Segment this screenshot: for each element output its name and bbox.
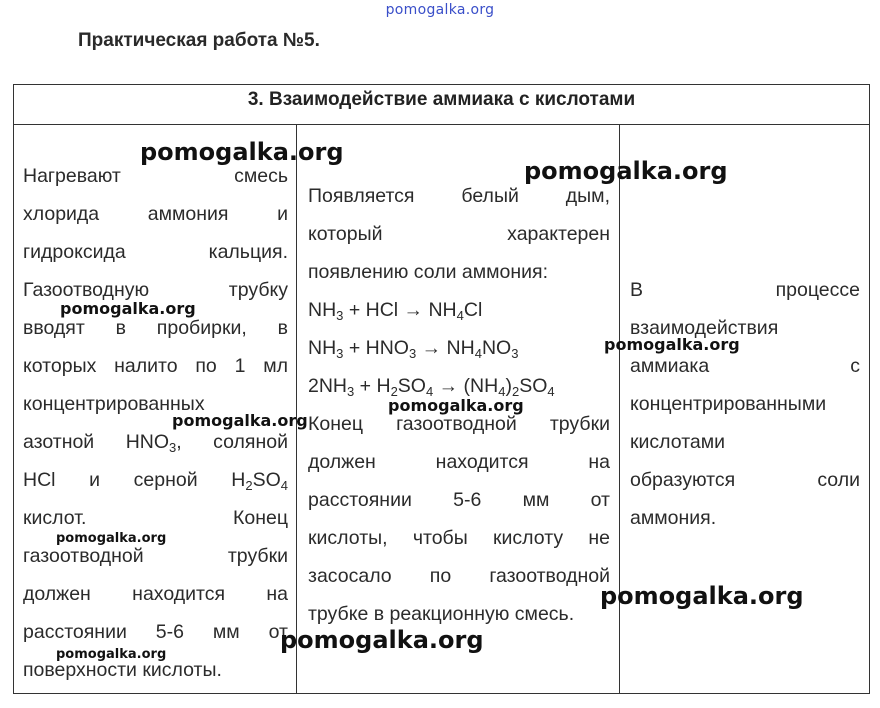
- conclusion-line: аммиака с: [630, 355, 860, 377]
- watermark: pomogalka.org: [172, 411, 308, 430]
- table-heading: 3. Взаимодействие аммиака с кислотами: [14, 85, 869, 125]
- procedure-line: расстоянии 5-6 мм от: [23, 621, 288, 643]
- watermark: pomogalka.org: [56, 647, 167, 662]
- procedure-line: концентрированных: [23, 393, 205, 415]
- procedure-line: гидроксида кальция.: [23, 241, 288, 263]
- conclusion-line: концентрированными: [630, 393, 827, 415]
- observation-line: засосало по газоотводной: [308, 565, 610, 587]
- conclusion-line: образуются соли: [630, 469, 860, 491]
- watermark: pomogalka.org: [60, 299, 196, 318]
- watermark: pomogalka.org: [56, 531, 167, 546]
- procedure-line: поверхности кислоты.: [23, 659, 222, 681]
- watermark: pomogalka.org: [388, 396, 524, 415]
- site-header[interactable]: pomogalka.org: [385, 2, 495, 18]
- observation-line: Конец газоотводной трубки: [308, 413, 610, 435]
- procedure-line-formula: HCl и серной $H_2SO_4$: [23, 469, 288, 493]
- procedure-line: Газоотводную трубку: [23, 279, 288, 301]
- procedure-line: должен находится на: [23, 583, 288, 605]
- procedure-line: хлорида аммония и: [23, 203, 288, 225]
- procedure-column: [14, 125, 297, 693]
- observation-line: расстоянии 5-6 мм от: [308, 489, 610, 511]
- observation-line: кислоты, чтобы кислоту не: [308, 527, 610, 549]
- conclusion-line: аммония.: [630, 507, 717, 529]
- watermark: pomogalka.org: [604, 335, 740, 354]
- observation-line: Появляется белый дым,: [308, 185, 610, 207]
- conclusion-line: В процессе: [630, 279, 860, 301]
- watermark: pomogalka.org: [600, 582, 804, 610]
- reaction-equation: $NH_3$ + HCl → $NH_4Cl$: [308, 299, 483, 323]
- conclusion-text: [630, 271, 860, 537]
- procedure-line: Нагревают смесь: [23, 165, 288, 187]
- watermark: pomogalka.org: [140, 138, 344, 166]
- page-title: Практическая работа №5.: [78, 30, 320, 51]
- conclusion-line: кислотами: [630, 431, 726, 453]
- procedure-line: которых налито по 1 мл: [23, 355, 288, 377]
- procedure-line: вводят в пробирки, в: [23, 317, 288, 339]
- watermark: pomogalka.org: [280, 626, 484, 654]
- reaction-equation: $2NH_3 + H_2SO_4 \to (NH_4)_2SO_4$: [308, 375, 555, 399]
- observation-line: трубке в реакционную смесь.: [308, 603, 575, 625]
- procedure-line: газоотводной трубки: [23, 545, 288, 567]
- procedure-line: кислот. Конец: [23, 507, 288, 529]
- observation-line: появлению соли аммония:: [308, 261, 549, 283]
- reaction-equation: $NH_3 + HNO_3 \to NH_4NO_3$: [308, 337, 519, 361]
- conclusion-line: взаимодействия: [630, 317, 779, 339]
- observation-line: должен находится на: [308, 451, 610, 473]
- observation-line: который характерен: [308, 223, 610, 245]
- watermark: pomogalka.org: [524, 157, 728, 185]
- procedure-line-formula: азотной $HNO_3$, соляной: [23, 431, 289, 455]
